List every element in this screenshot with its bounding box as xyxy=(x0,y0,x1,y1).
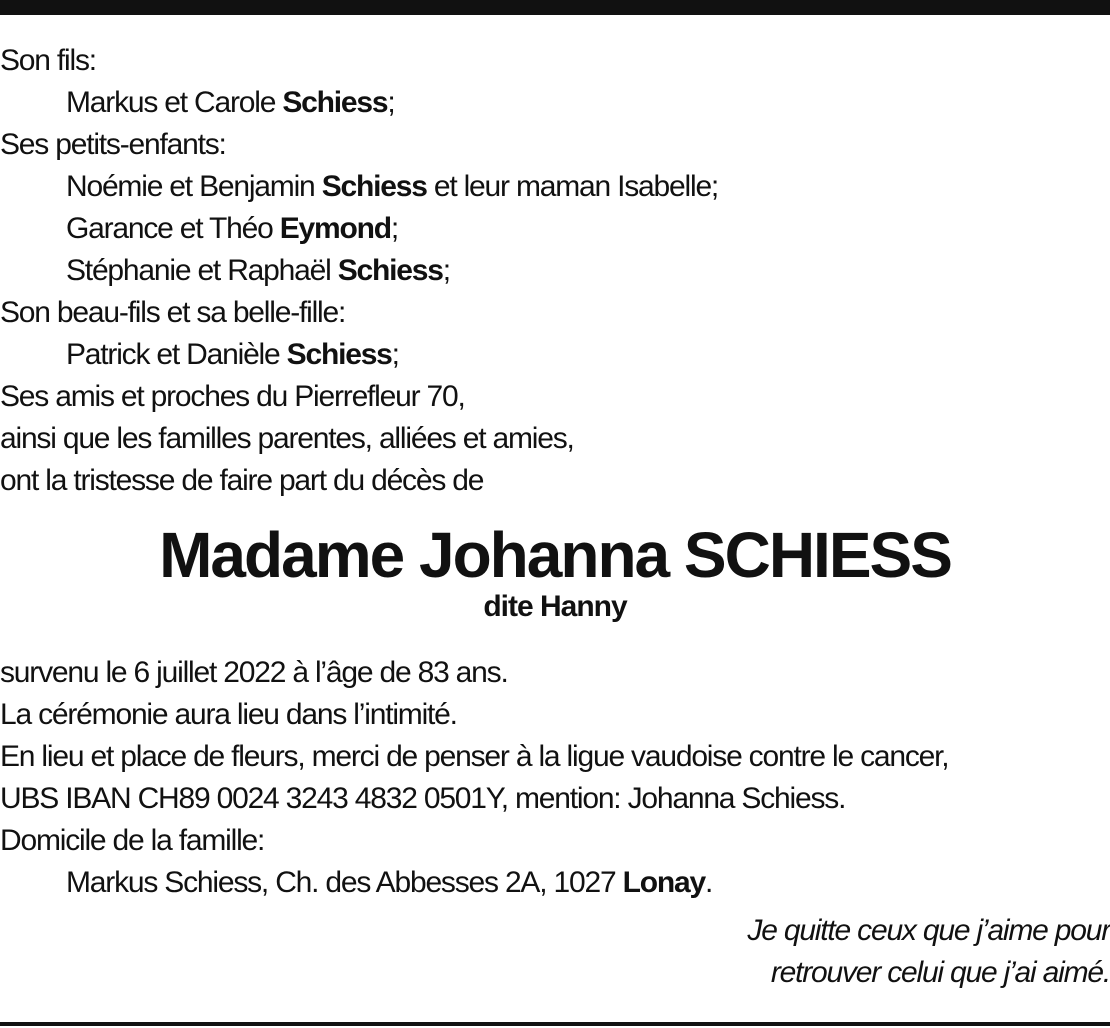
families-line: ainsi que les familles parentes, alliées et amies, xyxy=(0,422,574,455)
inlaws-names: Patrick et Danièle xyxy=(66,338,280,371)
grandchild-1-names: Noémie et Benjamin xyxy=(66,170,315,203)
quote-line-1: Je quitte ceux que j’aime pour xyxy=(747,914,1110,947)
inlaws-punctuation: ; xyxy=(391,338,399,371)
son-entry xyxy=(0,82,1110,124)
announcement-line: ont la tristesse de faire part du décès de xyxy=(0,464,484,497)
inlaws-surname: Schiess xyxy=(286,338,392,371)
ceremony-line: La cérémonie aura lieu dans l’intimité. xyxy=(0,698,457,731)
deceased-block xyxy=(0,520,1110,624)
grandchild-entry-3 xyxy=(0,250,1110,292)
donation-line: En lieu et place de fleurs, merci de penser à la ligue vaudoise contre le cancer, xyxy=(0,740,949,773)
address-text: Markus Schiess, Ch. des Abbesses 2A, 1027 xyxy=(66,866,616,899)
inlaws-heading: Son beau-fils et sa belle-fille: xyxy=(0,296,346,329)
son-names: Markus et Carole xyxy=(66,86,276,119)
address-punctuation: . xyxy=(704,866,713,899)
grandchild-3-punctuation: ; xyxy=(442,254,450,287)
closing-quote xyxy=(0,910,1110,994)
grandchild-1-surname: Schiess xyxy=(321,170,427,203)
iban-line: UBS IBAN CH89 0024 3243 4832 0501Y, mention: Johanna Schiess. xyxy=(0,782,846,815)
details-block xyxy=(0,652,1110,904)
son-punctuation: ; xyxy=(387,86,395,119)
grandchild-entry-1 xyxy=(0,166,1110,208)
son-surname: Schiess xyxy=(282,86,388,119)
friends-line: Ses amis et proches du Pierrefleur 70, xyxy=(0,380,465,413)
grandchild-2-punctuation: ; xyxy=(390,212,399,245)
quote-line-2: retrouver celui que j’ai aimé. xyxy=(770,956,1110,989)
top-border-rule xyxy=(0,0,1110,15)
death-date-line: survenu le 6 juillet 2022 à l’âge de 83 ans. xyxy=(0,656,508,689)
grandchildren-heading: Ses petits-enfants: xyxy=(0,128,226,161)
grandchild-3-names: Stéphanie et Raphaël xyxy=(66,254,331,287)
grandchild-entry-2 xyxy=(0,208,1110,250)
son-heading: Son fils: xyxy=(0,44,96,77)
address-line xyxy=(0,862,1110,904)
bottom-border-rule xyxy=(0,1022,1110,1026)
grandchild-3-surname: Schiess xyxy=(337,254,443,287)
grandchild-2-surname: Eymond xyxy=(279,212,391,245)
inlaws-entry xyxy=(0,334,1110,376)
deceased-nickname: dite Hanny xyxy=(483,590,627,623)
domicile-heading: Domicile de la famille: xyxy=(0,824,265,857)
grandchild-2-names: Garance et Théo xyxy=(66,212,273,245)
address-city: Lonay xyxy=(622,866,705,899)
grandchild-1-suffix: et leur maman Isabelle; xyxy=(426,170,719,203)
deceased-name: Madame Johanna SCHIESS xyxy=(159,519,951,591)
death-notice xyxy=(0,40,1110,994)
